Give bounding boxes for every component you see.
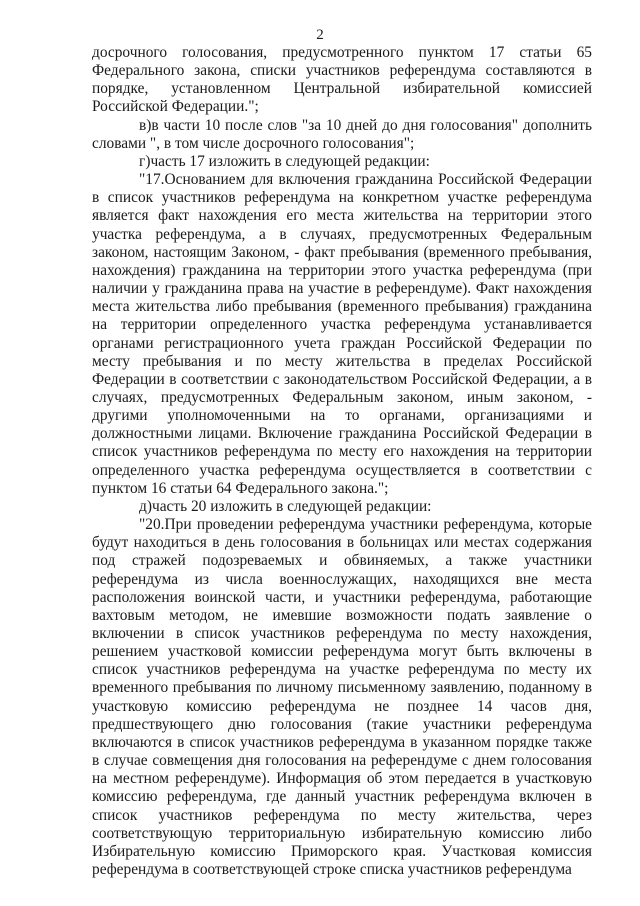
paragraph-item-d: д)часть 20 изложить в следующей редакции:	[139, 497, 432, 515]
paragraph-part-17: "17.Основанием для включения гражданина Российской Федерации в список участников референдума на конкретном участке референдума является факт нахождения его места жительства на территории этого участка референдума, а в случаях, предусмотренных Федеральным законом, настоящим Законом, - факт пребывания (временного пребывания, нахождения) гражданина на территории этого участка референдума (при наличии у гражданина права на участие в референдуме). Факт нахождения места жительства либо пребывания (временного пребывания) гражданина на территории определенного участка референдума устанавливается органами регистрационного учета граждан Российской Федерации по месту пребывания и по месту жительства в пределах Российской Федерации в соответствии с законодательством Российской Федерации, а в случаях, предусмотренных Федеральным законом, иным законом, - другими уполномоченными на то органами, организациями и должностными лицами. Включение гражданина Российской Федерации в список участников референдума по месту его нахождения на территории определенного участка референдума осуществляется в соответствии с пунктом 16 статьи 64 Федерального закона.";	[92, 171, 592, 497]
paragraph-continuation: досрочного голосования, предусмотренного пунктом 17 статьи 65 Федерального закона, списки участников референдума составляются в порядке, установленном Центральной избирательной комиссией Российской Федерации.";	[92, 44, 592, 116]
paragraph-item-v: в)в части 10 после слов "за 10 дней до дня голосования" дополнить словами ", в том числе досрочного голосования";	[92, 116, 592, 152]
document-body	[92, 44, 592, 879]
paragraph-part-20: "20.При проведении референдума участники референдума, которые будут находиться в день голосования в больницах или местах содержания под стражей подозреваемых и обвиняемых, а также участники референдума из числа военнослужащих, находящихся вне места расположения воинской части, и участники референдума, работающие вахтовым методом, не имевшие возможности подать заявление о включении в список участников референдума по месту нахождения, решением участковой комиссии референдума могут быть включены в список участников референдума на участке референдума по месту их временного пребывания по личному письменному заявлению, поданному в участковую комиссию референдума не позднее 14 часов дня, предшествующего дню голосования (такие участники референдума включаются в список участников референдума в указанном порядке также в случае совмещения дня голосования на референдуме с днем голосования на местном референдуме). Информация об этом передается в участковую комиссию референдума, где данный участник референдума включен в список участников референдума по месту жительства, через соответствующую территориальную избирательную комиссию либо Избирательную комиссию Приморского края. Участковая комиссия референдума в соответствующей строке списка участников референдума	[92, 516, 592, 879]
page-number: 2	[316, 27, 324, 43]
paragraph-item-g: г)часть 17 изложить в следующей редакции:	[139, 152, 430, 170]
